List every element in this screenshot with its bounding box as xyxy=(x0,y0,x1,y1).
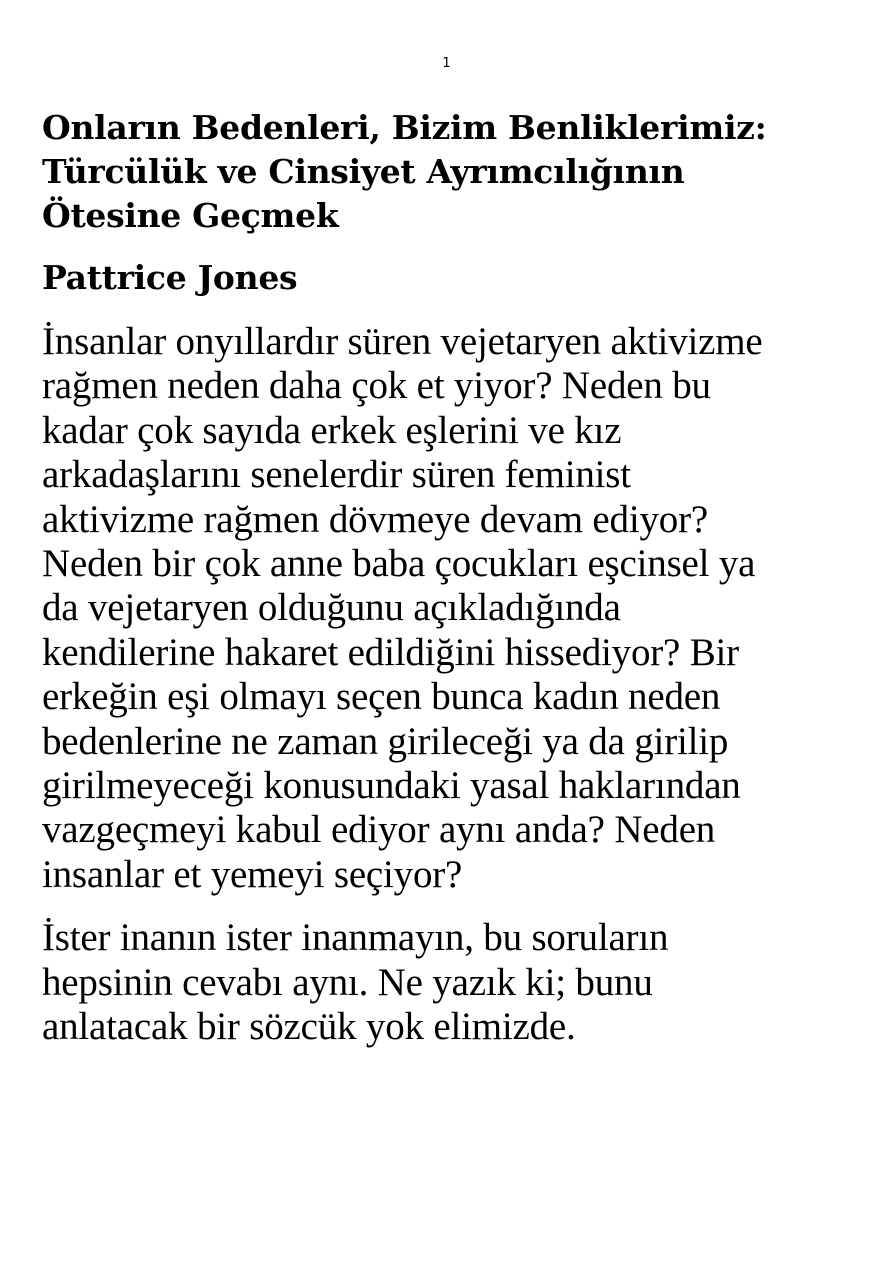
paragraph-line: hepsinin cevabı aynı. Ne yazık ki; bunu xyxy=(42,960,653,1004)
title-line: Onların Bedenleri, Bizim Benliklerimiz: xyxy=(42,108,767,147)
paragraph-line: anlatacak bir sözcük yok elimizde. xyxy=(42,1005,576,1049)
article-author: Pattrice Jones xyxy=(42,258,298,297)
paragraph-line: Neden bir çok anne baba çocukları eşcinsel ya xyxy=(42,542,756,586)
paragraph-line: vazgeçmeyi kabul ediyor aynı anda? Neden xyxy=(42,808,716,852)
article-title xyxy=(42,106,872,238)
paragraph-line: bedenlerine ne zaman girileceği ya da girilip xyxy=(42,719,729,763)
page-number: 1 xyxy=(442,56,451,71)
paragraph-line: girilmeyeceği konusundaki yasal haklarından xyxy=(42,764,741,808)
paragraph-1 xyxy=(42,320,872,897)
paragraph-line: rağmen neden daha çok et yiyor? Neden bu xyxy=(42,364,711,408)
paragraph-line: insanlar et yemeyi seçiyor? xyxy=(42,852,463,896)
title-line: Ötesine Geçmek xyxy=(42,196,339,235)
paragraph-line: arkadaşlarını senelerdir süren feminist xyxy=(42,453,631,497)
paragraph-line: da vejetaryen olduğunu açıkladığında xyxy=(42,586,621,630)
paragraph-line: İster inanın ister inanmayın, bu soruların xyxy=(42,916,669,960)
paragraph-line: kendilerine hakaret edildiğini hissediyor? Bir xyxy=(42,630,739,674)
article-body xyxy=(42,106,872,1050)
paragraph-line: kadar çok sayıda erkek eşlerini ve kız xyxy=(42,408,622,452)
paragraph-2 xyxy=(42,916,872,1049)
paragraph-line: İnsanlar onyıllardır süren vejetaryen aktivizme xyxy=(42,320,763,363)
paragraph-line: aktivizme rağmen dövmeye devam ediyor? xyxy=(42,497,708,541)
title-line: Türcülük ve Cinsiyet Ayrımcılığının xyxy=(42,152,685,191)
paragraph-line: erkeğin eşi olmayı seçen bunca kadın neden xyxy=(42,675,721,719)
